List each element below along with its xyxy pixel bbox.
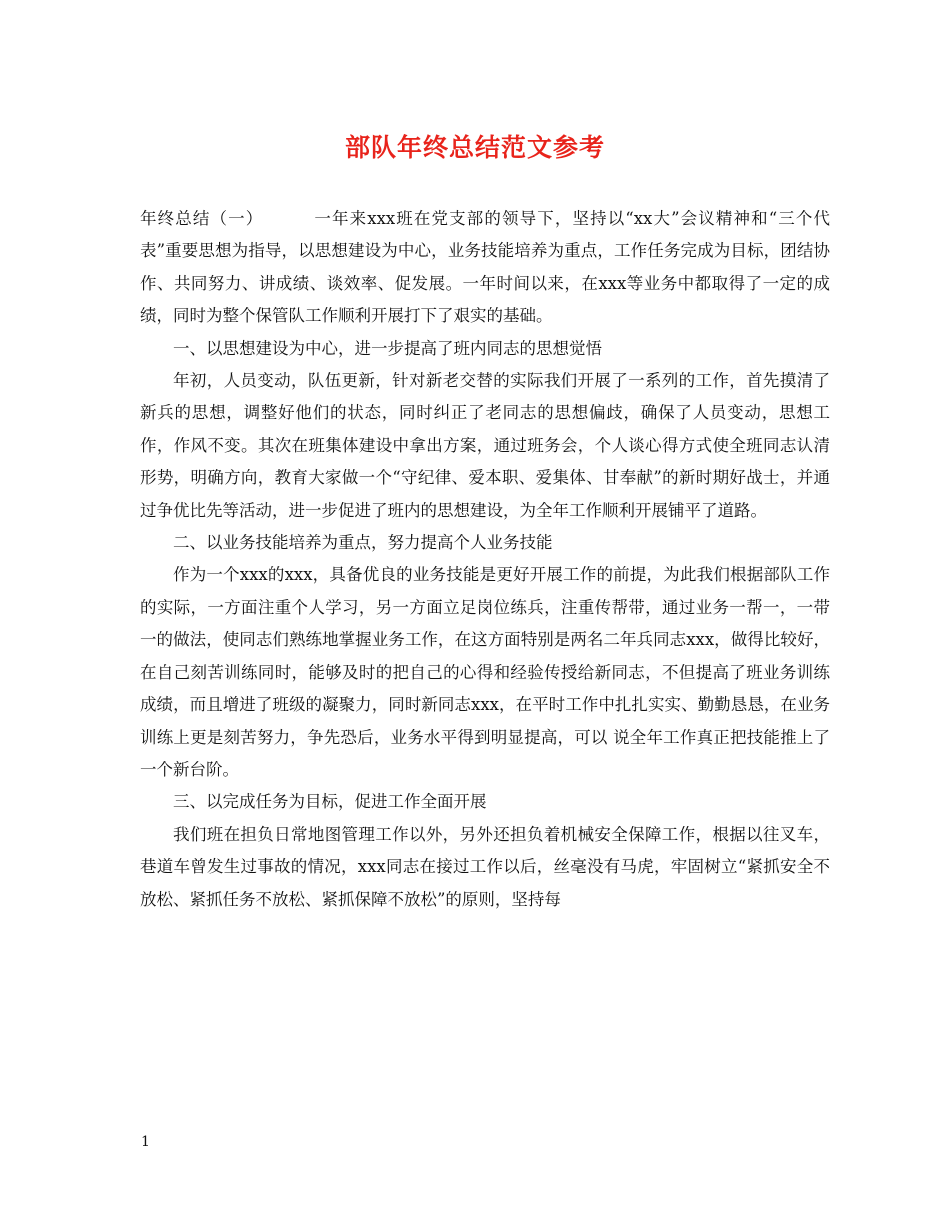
paragraph-intro xyxy=(140,203,830,333)
paragraph-1: 年初，人员变动，队伍更新，针对新老交替的实际我们开展了一系列的工作，首先摸清了新兵的思想，调整好他们的状态，同时纠正了老同志的思想偏歧，确保了人员变动，思想工作，作风不变。其次在班集体建设中拿出方案，通过班务会，个人谈心得方式使全班同志认清形势，明确方向，教育大家做一个“守纪律、爱本职、爱集体、甘奉献”的新时期好战士，并通过争优比先等活动，进一步促进了班内的思想建设，为全年工作顺利开展铺平了道路。 xyxy=(140,371,830,520)
document-body xyxy=(140,203,830,916)
section-heading-3: 三、以完成任务为目标，促进工作全面开展 xyxy=(173,792,487,812)
section-lead-label: 年终总结（一） xyxy=(140,209,264,228)
document-title: 部队年终总结范文参考 xyxy=(344,133,605,162)
paragraph-2: 作为一个xxx的xxx，具备优良的业务技能是更好开展工作的前提，为此我们根据部队工作的实际，一方面注重个人学习，另一方面立足岗位练兵，注重传帮带，通过业务一帮一，一带一的做法，使同志们熟练地掌握业务工作，在这方面特别是两名二年兵同志xxx，做得比较好，在自己刻苦训练同时，能够及时的把自己的心得和经验传授给新同志，不但提高了班业务训练成绩，而且增进了班级的凝聚力，同时新同志xxx，在平时工作中扎扎实实、勤勤恳恳，在业务训练上更是刻苦努力，争先恐后，业务水平得到明显提高，可以 说全年工作真正把技能推上了一个新台阶。 xyxy=(140,565,830,779)
page-number: 1 xyxy=(141,1134,150,1150)
paragraph-intro-text: 一年来xxx班在党支部的领导下，坚持以“xx大”会议精神和“三个代表”重要思想为指导，以思想建设为中心，业务技能培养为重点，工作任务完成为目标，团结协作、共同努力、讲成绩、谈效率、促发展。一年时间以来，在xxx等业务中都取得了一定的成绩，同时为整个保管队工作顺利开展打下了艰实的基础。 xyxy=(140,209,830,326)
section-heading-1: 一、以思想建设为中心，进一步提高了班内同志的思想觉悟 xyxy=(173,338,602,358)
paragraph-3: 我们班在担负日常地图管理工作以外，另外还担负着机械安全保障工作，根据以往叉车，巷道车曾发生过事故的情况，xxx同志在接过工作以后，丝毫没有马虎，牢固树立“紧抓安全不放松、紧抓任务不放松、紧抓保障不放松”的原则，坚持每 xyxy=(140,824,830,909)
section-heading-2: 二、以业务技能培养为重点，努力提高个人业务技能 xyxy=(173,533,553,553)
